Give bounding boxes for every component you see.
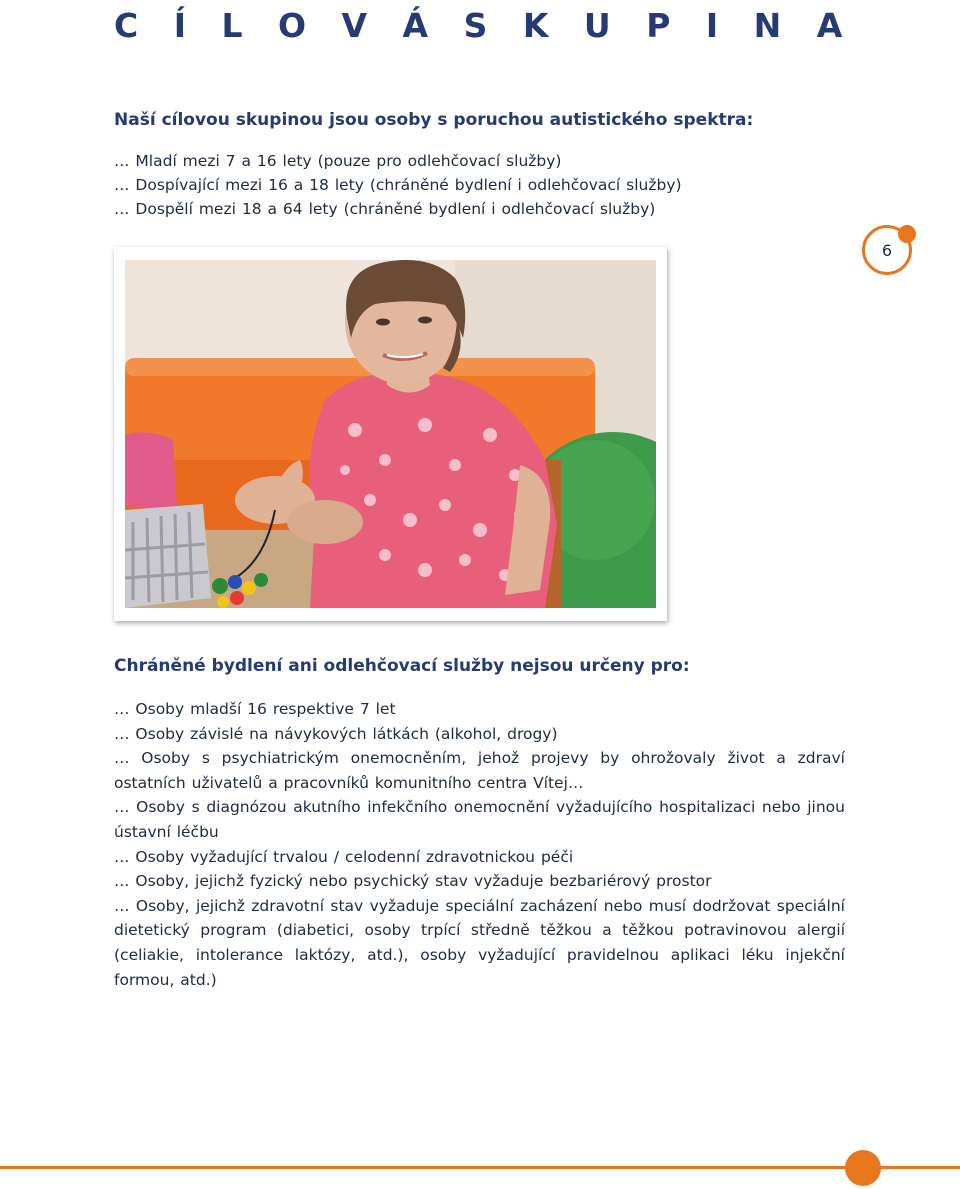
list-item: … Osoby závislé na návykových látkách (alkohol, drogy) [114, 724, 558, 743]
list-item: … Osoby mladší 16 respektive 7 let [114, 700, 396, 718]
target-group-heading: Naší cílovou skupinou jsou osoby s poruchou autistického spektra: [114, 110, 754, 130]
list-item: … Osoby s diagnózou akutního infekčního onemocnění vyžadujícího hospitalizaci nebo jinou ústavní léčbu [114, 798, 845, 841]
photo-frame [114, 247, 667, 621]
list-item: … Dospívající mezi 16 a 18 lety (chráněné bydlení i odlehčovací služby) [114, 176, 682, 194]
footer-line [0, 1166, 960, 1169]
list-item: … Osoby, jejichž zdravotní stav vyžaduje speciální zacházení nebo musí dodržovat speciální dietetický program (diabetici, osoby trpící středně těžkou a těžkou potravinovou alergií (celiakie, intolerance laktózy, atd.), osoby vyžadující pravidelnou aplikaci léku injekční formou, atd.) [114, 896, 845, 989]
photo-icon [125, 260, 656, 608]
list-item: … Dospělí mezi 18 a 64 lety (chráněné bydlení i odlehčovací služby) [114, 200, 656, 218]
list-item: … Osoby, jejichž fyzický nebo psychický stav vyžaduje bezbariérový prostor [114, 872, 712, 891]
page-title: C Í L O V Á S K U P I N A [114, 6, 855, 45]
exclusions-heading: Chráněné bydlení ani odlehčovací služby nejsou určeny pro: [114, 656, 690, 676]
list-item: … Osoby vyžadující trvalou / celodenní zdravotnickou péči [114, 847, 574, 866]
target-group-list [114, 149, 845, 221]
page-number: 6 [881, 241, 893, 260]
exclusions-list [114, 697, 845, 992]
list-item: … Osoby s psychiatrickým onemocněním, jehož projevy by ohrožovaly život a zdraví ostatních uživatelů a pracovníků komunitního centra Vítej… [114, 749, 845, 792]
list-item: … Mladí mezi 7 a 16 lety (pouze pro odlehčovací služby) [114, 152, 562, 170]
footer-dot [845, 1150, 881, 1186]
